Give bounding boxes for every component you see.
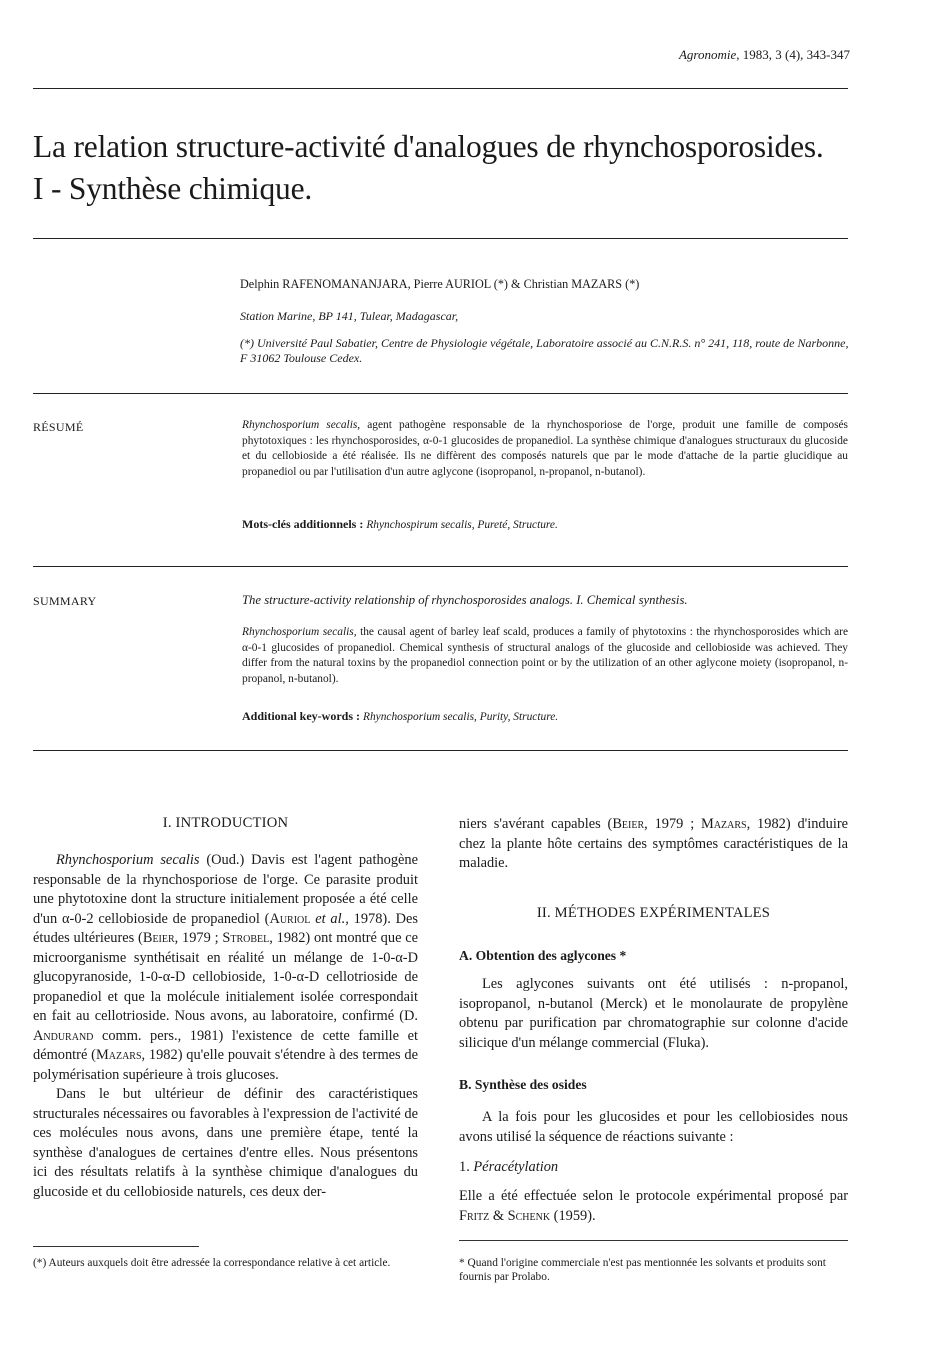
resume-keywords-value: Rhynchospirum secalis, Pureté, Structure. (366, 519, 558, 531)
citation-author: Mazars (95, 1047, 142, 1063)
resume-text (242, 418, 848, 480)
summary-label: SUMMARY (33, 594, 97, 608)
text-run: 1978). Des études ultérieures ( (33, 910, 418, 946)
authors-rule (33, 393, 848, 394)
text-run: , 1982) d'induire chez la plante hôte certains des symptômes caractéristiques de la maladie. (459, 816, 849, 871)
title-rule (33, 238, 848, 239)
subsection-b-text (459, 1108, 848, 1147)
journal-details: 1983, 3 (4), 343-347 (742, 47, 850, 62)
methods-heading: II. MÉTHODES EXPÉRIMENTALES (536, 905, 771, 921)
text-run: , 1982) ont montré que ce microorganisme synthétisait en réalité un mélange de 1-0-α-D glucopyranoside, 1-0-α-D cellobioside, 1-0-α-D cellotrioside de propanediol et que la molécule initialement isolée correspondait en fait au cellotrioside. Nous avons, au laboratoire, confirmé (D. (33, 930, 419, 1024)
intro-species: Rhynchosporium secalis (56, 852, 200, 868)
citation-author: Beier (612, 816, 645, 832)
subsection-1-title: Péracétylation (473, 1159, 559, 1175)
subsection-1-heading (459, 1159, 558, 1176)
summary-keywords-label: Additional key-words : (242, 709, 361, 723)
summary-title: The structure-activity relationship of rhynchosporosides analogs. I. Chemical synthesis. (242, 593, 688, 607)
journal-reference (679, 47, 850, 63)
text-run: , 1979 ; (174, 930, 223, 946)
subsection-a-heading: A. Obtention des aglycones * (459, 948, 627, 963)
subsection-a-text (459, 975, 848, 1053)
resume-body: agent pathogène responsable de la rhynchosporiose de l'orge, produit une famille de composés phytotoxiques : les rhynchosporosides, α-0-1 glucosides de propanediol. La synthèse chimique d'analogues structuraux du glucoside et du cellobioside a été réalisée. Ils ne diffèrent des composés naturels que par le mode d'attache de la partie glucidique au propanediol ou par l'utilisation d'un autre aglycone (isopropanol, n-propanol, n-butanol). (242, 419, 848, 478)
intro-paragraph-1 (33, 851, 418, 1085)
text-run: (Oud.) Davis est l'agent pathogène responsable de la rhynchosporiose de l'orge. Ce parasite produit une phytotoxine dont la structure initialement proposée a été celle d'un α-0-2 cellobioside de propanediol ( (33, 852, 418, 927)
text-run: niers s'avérant capables ( (459, 816, 613, 832)
affiliation-2: (*) Université Paul Sabatier, Centre de Physiologie végétale, Laboratoire associé au C.N.R.S. n° 241, 118, route de Narbonne, F 31062 Toulouse Cedex. (240, 336, 849, 365)
resume-keywords-label: Mots-clés additionnels : (242, 517, 364, 531)
summary-keywords (242, 709, 558, 724)
footnote-left: (*) Auteurs auxquels doit être adressée la correspondance relative à cet article. (33, 1257, 391, 1269)
summary-body: the causal agent of barley leaf scald, produces a family of phytotoxins : the rhynchosporosides which are α-0-1 glucosides of propanediol. Chemical synthesis of structural analogs of the glucoside and cellobioside was achieved. They differ from the natural toxins by the propanediol connection point or by the utilization of an other aglycone moiety (isopropanol, n-propanol, n-butanol). (242, 626, 849, 685)
citation-author: Beier (142, 930, 175, 946)
citation-author: Strobel (222, 930, 270, 946)
citation-author: Fritz & Schenk (459, 1207, 551, 1224)
intro-paragraph-2-cont (459, 815, 848, 874)
resume-label: RÉSUMÉ (33, 420, 84, 434)
text-run: comm. pers., 1981) l'existence de cette famille et démontré ( (33, 1027, 418, 1063)
summary-text (242, 625, 848, 687)
resume-keywords (242, 517, 558, 532)
author-list: Delphin RAFENOMANANJARA, Pierre AURIOL (*) & Christian MAZARS (*) (240, 277, 640, 291)
subsection-b-paragraph: A la fois pour les glucosides et pour les cellobiosides nous avons utilisé la séquence de réactions suivante : (459, 1109, 848, 1145)
subsection-1-number: 1. (459, 1159, 474, 1175)
citation-author: Mazars (701, 816, 747, 832)
intro-paragraph-2: Dans le but ultérieur de définir des caractéristiques structurales nécessaires ou favorables à l'expression de l'activité de ces molécules nous avons, dans une première étape, tenté la synthèse d'analogues de certaines d'entre elles. Nous présentons ici des résultats relatifs à la synthèse chimique d'analogues du glucoside et du cellobioside naturels, ces deux der- (33, 1086, 418, 1200)
footnote-rule-left (33, 1246, 199, 1247)
text-run: , 1982) qu'elle pouvait s'étendre à des termes de polymérisation supérieure à trois glucoses. (33, 1047, 419, 1083)
intro-heading: I. INTRODUCTION (162, 815, 289, 831)
intro-text (33, 851, 418, 1202)
subsection-b-heading: B. Synthèse des osides (459, 1077, 587, 1092)
affiliation-1: Station Marine, BP 141, Tulear, Madagascar, (240, 309, 459, 323)
intro-continued (459, 815, 848, 874)
header-rule (33, 88, 848, 89)
title-line-2: I - Synthèse chimique. (33, 171, 313, 206)
text-run: Elle a été effectuée selon le protocole expérimental proposé par (459, 1188, 848, 1204)
summary-species: Rhynchosporium secalis, (242, 626, 357, 638)
text-run: , 1979 ; (644, 816, 702, 832)
text-run: (1959). (550, 1207, 596, 1224)
article-title (33, 126, 893, 210)
footnote-right: * Quand l'origine commerciale n'est pas mentionnée les solvants et produits sont fournis par Prolabo. (459, 1257, 826, 1283)
journal-name: Agronomie, (678, 47, 740, 62)
title-line-1: La relation structure-activité d'analogues de rhynchosporosides. (33, 129, 824, 164)
summary-rule (33, 750, 848, 751)
footnote-rule-right (459, 1240, 848, 1241)
resume-species: Rhynchosporium secalis, (242, 419, 361, 431)
citation-author: Andurand (33, 1027, 94, 1044)
subsection-1-text (459, 1187, 848, 1226)
summary-keywords-value: Rhynchosporium secalis, Purity, Structure. (363, 711, 559, 723)
citation-author: Auriol (269, 910, 311, 927)
citation-etal: et al., (310, 910, 349, 927)
subsection-1-paragraph (459, 1187, 848, 1226)
resume-rule (33, 566, 848, 567)
subsection-a-paragraph: Les aglycones suivants ont été utilisés : n-propanol, isopropanol, n-butanol (Merck) et le monolaurate de propylène obtenu par purification par chromatographie sur colonne d'acide silicique d'un mélange commercial (Fluka). (459, 976, 848, 1051)
